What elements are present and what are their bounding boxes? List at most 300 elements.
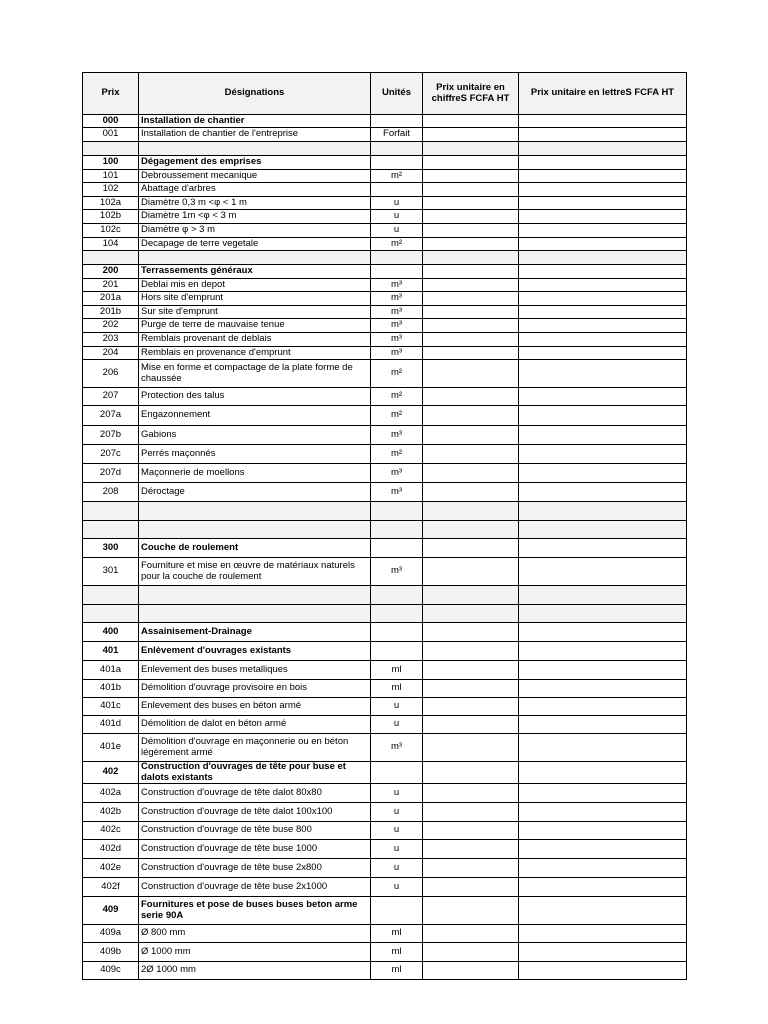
price-words-cell bbox=[519, 822, 687, 840]
designation-cell: Dégagement des emprises bbox=[139, 156, 371, 170]
designation-cell: Debroussement mecanique bbox=[139, 170, 371, 183]
price-code-cell: 207a bbox=[83, 406, 139, 426]
unit-cell: m³ bbox=[371, 426, 423, 445]
price-words-cell bbox=[519, 642, 687, 661]
price-code-cell: 301 bbox=[83, 558, 139, 586]
designation-cell: Remblais en provenance d'emprunt bbox=[139, 347, 371, 360]
price-code-cell: 401b bbox=[83, 680, 139, 698]
price-figures-cell bbox=[423, 445, 519, 464]
price-words-cell bbox=[519, 445, 687, 464]
price-code-cell: 402c bbox=[83, 822, 139, 840]
table-row bbox=[83, 183, 687, 197]
spacer-row bbox=[83, 521, 687, 539]
designation-cell: Abattage d'arbres bbox=[139, 183, 371, 197]
price-figures-cell bbox=[423, 642, 519, 661]
table-row bbox=[83, 128, 687, 142]
unit-cell: m³ bbox=[371, 279, 423, 292]
price-code-cell: 100 bbox=[83, 156, 139, 170]
price-figures-cell bbox=[423, 822, 519, 840]
price-words-cell bbox=[519, 539, 687, 558]
table-header-row bbox=[83, 73, 687, 115]
unit-cell: m³ bbox=[371, 558, 423, 586]
unit-cell bbox=[371, 539, 423, 558]
price-code-cell: 000 bbox=[83, 115, 139, 128]
designation-cell: Engazonnement bbox=[139, 406, 371, 426]
unit-cell: u bbox=[371, 784, 423, 803]
designation-cell bbox=[139, 502, 371, 521]
unit-cell: u bbox=[371, 197, 423, 210]
price-figures-cell bbox=[423, 521, 519, 539]
designation-cell: Construction d'ouvrage de tête buse 2x800 bbox=[139, 859, 371, 878]
table-row bbox=[83, 762, 687, 784]
unit-cell bbox=[371, 115, 423, 128]
table-row bbox=[83, 716, 687, 734]
designation-cell: Purge de terre de mauvaise tenue bbox=[139, 319, 371, 333]
table-row bbox=[83, 483, 687, 502]
price-words-cell bbox=[519, 128, 687, 142]
price-words-cell bbox=[519, 698, 687, 716]
price-figures-cell bbox=[423, 170, 519, 183]
price-code-cell bbox=[83, 251, 139, 265]
table-row bbox=[83, 238, 687, 251]
table-row bbox=[83, 680, 687, 698]
price-code-cell: 401a bbox=[83, 661, 139, 680]
price-figures-cell bbox=[423, 680, 519, 698]
column-header-prix: Prix bbox=[83, 73, 139, 115]
price-words-cell bbox=[519, 803, 687, 822]
designation-cell bbox=[139, 142, 371, 156]
price-words-cell bbox=[519, 156, 687, 170]
unit-cell: Forfait bbox=[371, 128, 423, 142]
price-words-cell bbox=[519, 426, 687, 445]
price-code-cell: 402b bbox=[83, 803, 139, 822]
price-words-cell bbox=[519, 558, 687, 586]
price-figures-cell bbox=[423, 878, 519, 897]
price-figures-cell bbox=[423, 784, 519, 803]
price-figures-cell bbox=[423, 128, 519, 142]
price-words-cell bbox=[519, 840, 687, 859]
table-row bbox=[83, 464, 687, 483]
price-code-cell: 102c bbox=[83, 224, 139, 238]
unit-cell: ml bbox=[371, 943, 423, 962]
table-row bbox=[83, 897, 687, 925]
spacer-row bbox=[83, 605, 687, 623]
price-words-cell bbox=[519, 170, 687, 183]
table-row bbox=[83, 265, 687, 279]
designation-cell: Diamètre 1m <φ < 3 m bbox=[139, 210, 371, 224]
unit-cell: m² bbox=[371, 360, 423, 388]
designation-cell: Enlevement des buses metalliques bbox=[139, 661, 371, 680]
price-figures-cell bbox=[423, 292, 519, 306]
unit-cell: u bbox=[371, 878, 423, 897]
designation-cell bbox=[139, 251, 371, 265]
price-code-cell: 402 bbox=[83, 762, 139, 784]
designation-cell: Ø 800 mm bbox=[139, 925, 371, 943]
designation-cell: Maçonnerie de moellons bbox=[139, 464, 371, 483]
table-row bbox=[83, 224, 687, 238]
table-row bbox=[83, 943, 687, 962]
designation-cell bbox=[139, 605, 371, 623]
price-figures-cell bbox=[423, 803, 519, 822]
unit-cell: m² bbox=[371, 445, 423, 464]
designation-cell: Hors site d'emprunt bbox=[139, 292, 371, 306]
price-figures-cell bbox=[423, 859, 519, 878]
unit-cell bbox=[371, 521, 423, 539]
column-header-unites: Unités bbox=[371, 73, 423, 115]
price-figures-cell bbox=[423, 251, 519, 265]
price-figures-cell bbox=[423, 698, 519, 716]
designation-cell: Remblais provenant de deblais bbox=[139, 333, 371, 347]
price-words-cell bbox=[519, 279, 687, 292]
price-words-cell bbox=[519, 521, 687, 539]
price-figures-cell bbox=[423, 265, 519, 279]
price-figures-cell bbox=[423, 762, 519, 784]
table-row bbox=[83, 840, 687, 859]
designation-cell: Enlevement des buses en béton armé bbox=[139, 698, 371, 716]
table-row bbox=[83, 822, 687, 840]
unit-cell: m³ bbox=[371, 734, 423, 762]
price-words-cell bbox=[519, 716, 687, 734]
designation-cell: Decapage de terre vegetale bbox=[139, 238, 371, 251]
price-figures-cell bbox=[423, 539, 519, 558]
designation-cell: Construction d'ouvrage de tête dalot 80x80 bbox=[139, 784, 371, 803]
unit-cell: m³ bbox=[371, 292, 423, 306]
designation-cell: 2Ø 1000 mm bbox=[139, 962, 371, 980]
table-row bbox=[83, 426, 687, 445]
table-row bbox=[83, 333, 687, 347]
price-code-cell: 207 bbox=[83, 388, 139, 406]
unit-cell: m³ bbox=[371, 483, 423, 502]
designation-cell: Construction d'ouvrage de tête buse 800 bbox=[139, 822, 371, 840]
unit-cell: m³ bbox=[371, 333, 423, 347]
unit-cell bbox=[371, 642, 423, 661]
price-code-cell: 409a bbox=[83, 925, 139, 943]
table-row bbox=[83, 859, 687, 878]
price-code-cell: 201b bbox=[83, 306, 139, 319]
price-code-cell: 202 bbox=[83, 319, 139, 333]
unit-cell: u bbox=[371, 716, 423, 734]
unit-cell: u bbox=[371, 210, 423, 224]
price-code-cell: 402f bbox=[83, 878, 139, 897]
designation-cell: Couche de roulement bbox=[139, 539, 371, 558]
price-words-cell bbox=[519, 265, 687, 279]
price-code-cell: 207d bbox=[83, 464, 139, 483]
designation-cell: Démolition de dalot en béton armé bbox=[139, 716, 371, 734]
price-code-cell: 409 bbox=[83, 897, 139, 925]
table-row bbox=[83, 406, 687, 426]
unit-cell bbox=[371, 897, 423, 925]
price-figures-cell bbox=[423, 962, 519, 980]
price-words-cell bbox=[519, 943, 687, 962]
price-figures-cell bbox=[423, 360, 519, 388]
column-header-prix-lettres: Prix unitaire en lettreS FCFA HT bbox=[519, 73, 687, 115]
designation-cell: Installation de chantier bbox=[139, 115, 371, 128]
price-code-cell: 101 bbox=[83, 170, 139, 183]
price-code-cell: 203 bbox=[83, 333, 139, 347]
designation-cell: Diamètre φ > 3 m bbox=[139, 224, 371, 238]
price-figures-cell bbox=[423, 426, 519, 445]
price-code-cell: 401 bbox=[83, 642, 139, 661]
price-words-cell bbox=[519, 734, 687, 762]
price-figures-cell bbox=[423, 156, 519, 170]
unit-cell: u bbox=[371, 840, 423, 859]
price-code-cell: 401d bbox=[83, 716, 139, 734]
designation-cell: Démolition d'ouvrage en maçonnerie ou en béton légèrement armé bbox=[139, 734, 371, 762]
price-words-cell bbox=[519, 762, 687, 784]
price-code-cell: 206 bbox=[83, 360, 139, 388]
price-code-cell: 409c bbox=[83, 962, 139, 980]
price-schedule-table bbox=[82, 72, 687, 980]
table-row bbox=[83, 156, 687, 170]
designation-cell: Construction d'ouvrage de tête buse 2x1000 bbox=[139, 878, 371, 897]
unit-cell: m² bbox=[371, 406, 423, 426]
table-body bbox=[83, 115, 687, 980]
unit-cell bbox=[371, 183, 423, 197]
designation-cell: Installation de chantier de l'entreprise bbox=[139, 128, 371, 142]
table-row bbox=[83, 698, 687, 716]
price-code-cell: 401c bbox=[83, 698, 139, 716]
price-words-cell bbox=[519, 251, 687, 265]
price-words-cell bbox=[519, 197, 687, 210]
price-figures-cell bbox=[423, 925, 519, 943]
table-row bbox=[83, 170, 687, 183]
price-words-cell bbox=[519, 347, 687, 360]
price-words-cell bbox=[519, 360, 687, 388]
table-row bbox=[83, 623, 687, 642]
price-figures-cell bbox=[423, 464, 519, 483]
designation-cell: Protection des talus bbox=[139, 388, 371, 406]
price-figures-cell bbox=[423, 897, 519, 925]
price-code-cell: 102 bbox=[83, 183, 139, 197]
price-code-cell: 201 bbox=[83, 279, 139, 292]
table-row bbox=[83, 360, 687, 388]
designation-cell: Perrés maçonnés bbox=[139, 445, 371, 464]
price-code-cell: 402e bbox=[83, 859, 139, 878]
price-words-cell bbox=[519, 661, 687, 680]
price-figures-cell bbox=[423, 623, 519, 642]
price-figures-cell bbox=[423, 943, 519, 962]
price-words-cell bbox=[519, 962, 687, 980]
price-code-cell: 102a bbox=[83, 197, 139, 210]
price-figures-cell bbox=[423, 197, 519, 210]
unit-cell: u bbox=[371, 698, 423, 716]
price-figures-cell bbox=[423, 333, 519, 347]
price-code-cell: 201a bbox=[83, 292, 139, 306]
unit-cell bbox=[371, 586, 423, 605]
table-row bbox=[83, 347, 687, 360]
price-figures-cell bbox=[423, 502, 519, 521]
designation-cell: Sur site d'emprunt bbox=[139, 306, 371, 319]
table-row bbox=[83, 558, 687, 586]
price-code-cell: 409b bbox=[83, 943, 139, 962]
price-words-cell bbox=[519, 623, 687, 642]
price-words-cell bbox=[519, 925, 687, 943]
table-row bbox=[83, 319, 687, 333]
unit-cell bbox=[371, 265, 423, 279]
price-words-cell bbox=[519, 680, 687, 698]
designation-cell: Construction d'ouvrage de tête buse 1000 bbox=[139, 840, 371, 859]
table-row bbox=[83, 445, 687, 464]
price-figures-cell bbox=[423, 586, 519, 605]
table-row bbox=[83, 784, 687, 803]
designation-cell: Mise en forme et compactage de la plate forme de chaussée bbox=[139, 360, 371, 388]
unit-cell: ml bbox=[371, 661, 423, 680]
designation-cell: Diamètre 0,3 m <φ < 1 m bbox=[139, 197, 371, 210]
price-words-cell bbox=[519, 502, 687, 521]
table-row bbox=[83, 388, 687, 406]
price-figures-cell bbox=[423, 347, 519, 360]
spacer-row bbox=[83, 251, 687, 265]
table-row bbox=[83, 925, 687, 943]
price-code-cell: 402a bbox=[83, 784, 139, 803]
price-words-cell bbox=[519, 142, 687, 156]
table-row bbox=[83, 803, 687, 822]
price-code-cell: 401e bbox=[83, 734, 139, 762]
price-figures-cell bbox=[423, 183, 519, 197]
unit-cell: m² bbox=[371, 388, 423, 406]
price-code-cell: 104 bbox=[83, 238, 139, 251]
price-code-cell: 208 bbox=[83, 483, 139, 502]
table-row bbox=[83, 962, 687, 980]
designation-cell: Démolition d'ouvrage provisoire en bois bbox=[139, 680, 371, 698]
price-figures-cell bbox=[423, 238, 519, 251]
price-words-cell bbox=[519, 878, 687, 897]
designation-cell: Construction d'ouvrage de tête dalot 100x100 bbox=[139, 803, 371, 822]
unit-cell bbox=[371, 156, 423, 170]
price-code-cell: 402d bbox=[83, 840, 139, 859]
price-words-cell bbox=[519, 784, 687, 803]
designation-cell: Terrassements généraux bbox=[139, 265, 371, 279]
table-row bbox=[83, 197, 687, 210]
price-words-cell bbox=[519, 115, 687, 128]
price-code-cell: 300 bbox=[83, 539, 139, 558]
spacer-row bbox=[83, 586, 687, 605]
spacer-row bbox=[83, 142, 687, 156]
price-words-cell bbox=[519, 605, 687, 623]
table-row bbox=[83, 878, 687, 897]
table-row bbox=[83, 734, 687, 762]
price-code-cell bbox=[83, 142, 139, 156]
price-figures-cell bbox=[423, 406, 519, 426]
unit-cell: ml bbox=[371, 925, 423, 943]
price-words-cell bbox=[519, 306, 687, 319]
price-figures-cell bbox=[423, 734, 519, 762]
unit-cell: m³ bbox=[371, 319, 423, 333]
table-row bbox=[83, 115, 687, 128]
unit-cell bbox=[371, 502, 423, 521]
price-figures-cell bbox=[423, 661, 519, 680]
price-figures-cell bbox=[423, 716, 519, 734]
unit-cell: ml bbox=[371, 962, 423, 980]
price-words-cell bbox=[519, 238, 687, 251]
price-words-cell bbox=[519, 464, 687, 483]
price-code-cell bbox=[83, 502, 139, 521]
price-code-cell: 400 bbox=[83, 623, 139, 642]
unit-cell bbox=[371, 605, 423, 623]
designation-cell: Fourniture et mise en œuvre de matériaux naturels pour la couche de roulement bbox=[139, 558, 371, 586]
price-words-cell bbox=[519, 210, 687, 224]
table-row bbox=[83, 292, 687, 306]
price-figures-cell bbox=[423, 558, 519, 586]
price-code-cell bbox=[83, 521, 139, 539]
unit-cell: u bbox=[371, 224, 423, 238]
spacer-row bbox=[83, 502, 687, 521]
price-words-cell bbox=[519, 333, 687, 347]
table-row bbox=[83, 661, 687, 680]
unit-cell bbox=[371, 142, 423, 156]
designation-cell: Gabions bbox=[139, 426, 371, 445]
unit-cell: u bbox=[371, 803, 423, 822]
designation-cell: Enlèvement d'ouvrages existants bbox=[139, 642, 371, 661]
price-figures-cell bbox=[423, 279, 519, 292]
table-row bbox=[83, 539, 687, 558]
unit-cell: m³ bbox=[371, 347, 423, 360]
price-figures-cell bbox=[423, 306, 519, 319]
unit-cell: ml bbox=[371, 680, 423, 698]
unit-cell: m³ bbox=[371, 464, 423, 483]
price-code-cell: 207b bbox=[83, 426, 139, 445]
unit-cell bbox=[371, 251, 423, 265]
table-row bbox=[83, 642, 687, 661]
price-words-cell bbox=[519, 319, 687, 333]
unit-cell: m² bbox=[371, 170, 423, 183]
price-figures-cell bbox=[423, 224, 519, 238]
price-figures-cell bbox=[423, 483, 519, 502]
price-code-cell: 204 bbox=[83, 347, 139, 360]
price-code-cell bbox=[83, 605, 139, 623]
designation-cell: Construction d'ouvrages de tête pour buse et dalots existants bbox=[139, 762, 371, 784]
price-figures-cell bbox=[423, 142, 519, 156]
designation-cell bbox=[139, 521, 371, 539]
designation-cell: Assainisement-Drainage bbox=[139, 623, 371, 642]
column-header-designations: Désignations bbox=[139, 73, 371, 115]
designation-cell: Déroctage bbox=[139, 483, 371, 502]
price-figures-cell bbox=[423, 605, 519, 623]
price-code-cell: 102b bbox=[83, 210, 139, 224]
unit-cell: u bbox=[371, 859, 423, 878]
unit-cell bbox=[371, 762, 423, 784]
price-words-cell bbox=[519, 224, 687, 238]
price-figures-cell bbox=[423, 210, 519, 224]
price-figures-cell bbox=[423, 840, 519, 859]
price-figures-cell bbox=[423, 388, 519, 406]
designation-cell: Deblai mis en depot bbox=[139, 279, 371, 292]
unit-cell bbox=[371, 623, 423, 642]
price-figures-cell bbox=[423, 319, 519, 333]
designation-cell: Ø 1000 mm bbox=[139, 943, 371, 962]
price-words-cell bbox=[519, 897, 687, 925]
designation-cell: Fournitures et pose de buses buses beton arme serie 90A bbox=[139, 897, 371, 925]
price-words-cell bbox=[519, 406, 687, 426]
price-words-cell bbox=[519, 483, 687, 502]
table-row bbox=[83, 210, 687, 224]
unit-cell: u bbox=[371, 822, 423, 840]
price-words-cell bbox=[519, 292, 687, 306]
price-words-cell bbox=[519, 183, 687, 197]
table-row bbox=[83, 306, 687, 319]
table-row bbox=[83, 279, 687, 292]
designation-cell bbox=[139, 586, 371, 605]
price-words-cell bbox=[519, 586, 687, 605]
price-code-cell bbox=[83, 586, 139, 605]
price-code-cell: 207c bbox=[83, 445, 139, 464]
column-header-prix-chiffres: Prix unitaire en chiffreS FCFA HT bbox=[423, 73, 519, 115]
price-figures-cell bbox=[423, 115, 519, 128]
price-words-cell bbox=[519, 859, 687, 878]
unit-cell: m³ bbox=[371, 306, 423, 319]
price-code-cell: 001 bbox=[83, 128, 139, 142]
unit-cell: m² bbox=[371, 238, 423, 251]
